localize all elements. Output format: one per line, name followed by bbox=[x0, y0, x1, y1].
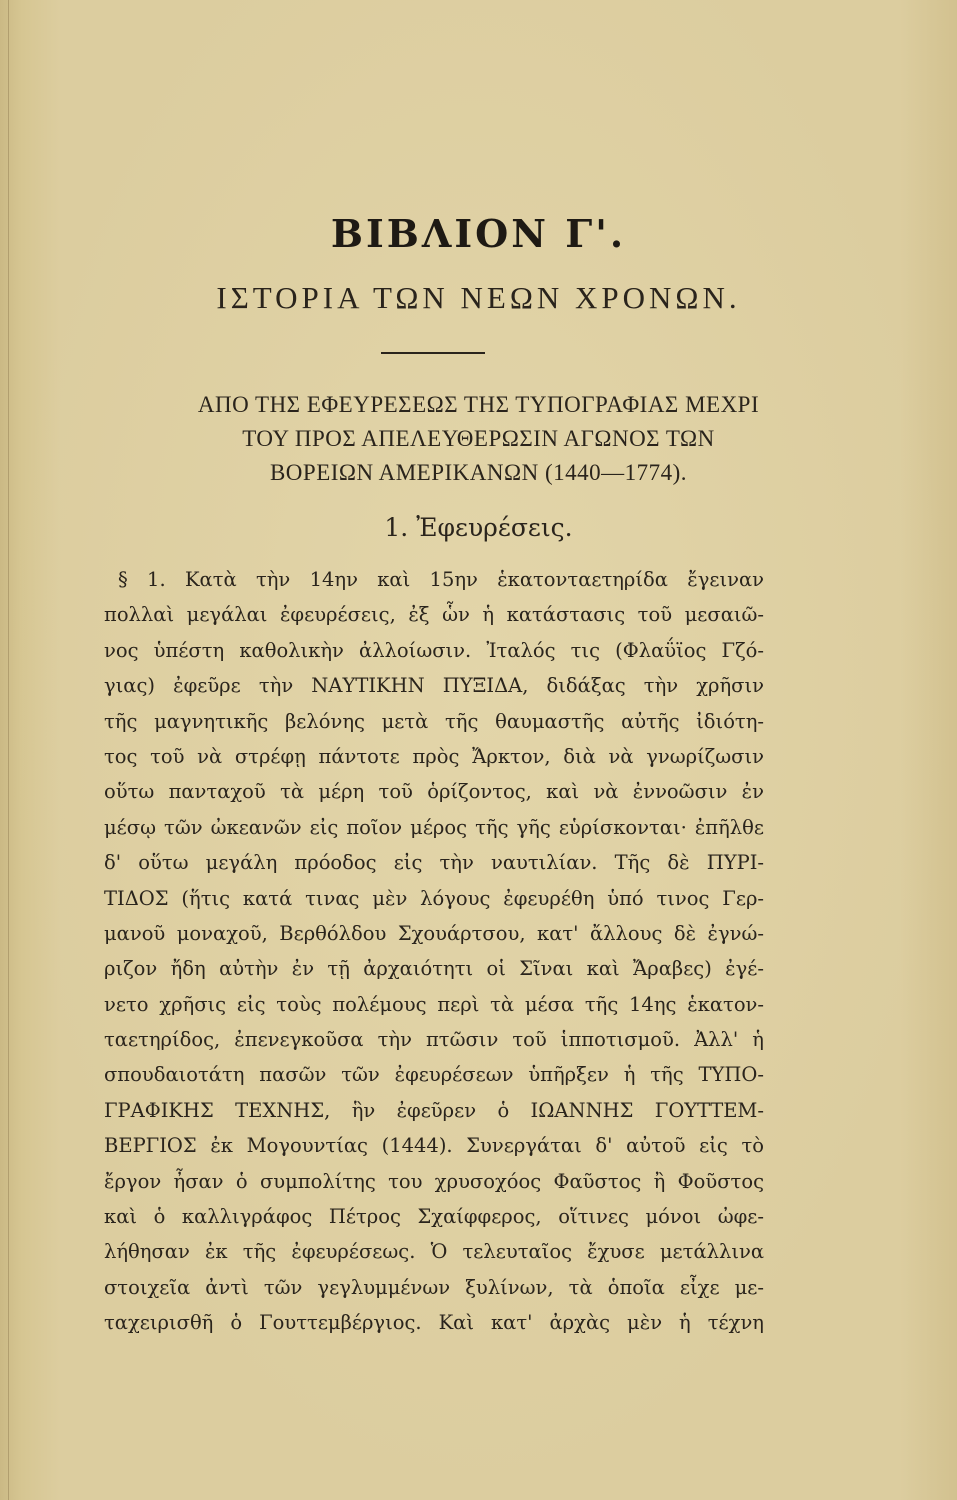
text-line: σπουδαιοτάτη πασῶν τῶν ἐφευρέσεων ὑπῆρξεν ἡ τῆς ΤΥΠΟ- bbox=[104, 1063, 764, 1087]
section-heading: 1. Ἐφευρέσεις. bbox=[384, 513, 573, 542]
text-line: ταετηρίδος, ἐπενεγκοῦσα τὴν πτῶσιν τοῦ ἱπποτισμοῦ. Ἀλλ' ἡ bbox=[104, 1028, 764, 1052]
text-line: νος ὑπέστη καθολικὴν ἀλλοίωσιν. Ἰταλός τις (Φλαΰϊος Γζό- bbox=[104, 638, 764, 662]
text-line: ἔργον ἦσαν ὁ συμπολίτης του χρυσοχόος Φαῦστος ἢ Φοῦστος bbox=[104, 1169, 764, 1193]
text-line: στοιχεῖα ἀντὶ τῶν γεγλυμμένων ξυλίνων, τὰ ὁποῖα εἶχε με- bbox=[104, 1275, 764, 1299]
text-line: τος τοῦ νὰ στρέφῃ πάντοτε πρὸς Ἄρκτον, διὰ νὰ γνωρίζωσιν bbox=[104, 744, 764, 768]
text-line: ταχειρισθῆ ὁ Γουττεμβέργιος. Καὶ κατ' ἀρχὰς μὲν ἡ τέχνη bbox=[104, 1311, 764, 1335]
text-line: ΓΡΑΦΙΚΗΣ ΤΕΧΝΗΣ, ἣν ἐφεῦρεν ὁ ΙΩΑΝΝΗΣ ΓΟΥΤΤΕΜ- bbox=[104, 1098, 764, 1122]
period-heading bbox=[100, 388, 857, 490]
text-line: μέσῳ τῶν ὠκεανῶν εἰς ποῖον μέρος τῆς γῆς εὑρίσκονται· ἐπῆλθε bbox=[104, 815, 764, 839]
text-line: καὶ ὁ καλλιγράφος Πέτρος Σχαίφφερος, οἵτινες μόνοι ὠφε- bbox=[104, 1205, 764, 1229]
text-line: ΒΕΡΓΙΟΣ ἐκ Μογουντίας (1444). Συνεργάται δ' αὐτοῦ εἰς τὸ bbox=[104, 1134, 764, 1158]
text-line: λήθησαν ἐκ τῆς ἐφευρέσεως. Ὁ τελευταῖος ἔχυσε μετάλλινα bbox=[104, 1240, 764, 1264]
body-text bbox=[104, 562, 764, 1341]
text-line: γιας) ἐφεῦρε τὴν ΝΑΥΤΙΚΗΝ ΠΥΞΙΔΑ, διδάξας τὴν χρῆσιν bbox=[104, 674, 764, 698]
book-title: ΒΙΒΛΙΟΝ Γ'. bbox=[330, 211, 627, 256]
text-line: νετο χρῆσις εἰς τοὺς πολέμους περὶ τὰ μέσα τῆς 14ης ἑκατον- bbox=[104, 992, 764, 1016]
period-line: ΤΟΥ ΠΡΟΣ ΑΠΕΛΕΥΘΕΡΩΣΙΝ ΑΓΩΝΟΣ ΤΩΝ bbox=[242, 426, 715, 451]
divider-rule bbox=[381, 352, 485, 354]
text-line: ΤΙΔΟΣ (ἥτις κατά τινας μὲν λόγους ἐφευρέθη ὑπό τινος Γερ- bbox=[104, 886, 764, 910]
text-line: μανοῦ μοναχοῦ, Βερθόλδου Σχουάρτσου, κατ' ἄλλους δὲ ἐγνώ- bbox=[104, 921, 764, 945]
text-line: πολλαὶ μεγάλαι ἐφευρέσεις, ἐξ ὧν ἡ κατάστασις τοῦ μεσαιῶ- bbox=[104, 603, 764, 627]
text-line: ριζον ἤδη αὐτὴν ἐν τῇ ἀρχαιότητι οἱ Σῖναι καὶ Ἄραβες) ἐγέ- bbox=[104, 957, 764, 981]
period-line: ΒΟΡΕΙΩΝ ΑΜΕΡΙΚΑΝΩΝ (1440—1774). bbox=[269, 460, 688, 485]
text-line: τῆς μαγνητικῆς βελόνης μετὰ τῆς θαυμαστῆς αὐτῆς ἰδιότη- bbox=[104, 709, 764, 733]
text-line: οὕτω πανταχοῦ τὰ μέρη τοῦ ὁρίζοντος, καὶ νὰ ἐννοῶσιν ἐν bbox=[104, 780, 764, 804]
period-line: ΑΠΟ ΤΗΣ ΕΦΕΥΡΕΣΕΩΣ ΤΗΣ ΤΥΠΟΓΡΑΦΙΑΣ ΜΕΧΡΙ bbox=[197, 392, 760, 417]
text-line: δ' οὕτω μεγάλη πρόοδος εἰς τὴν ναυτιλίαν. Τῆς δὲ ΠΥΡΙ- bbox=[104, 851, 764, 875]
text-line: § 1. Κατὰ τὴν 14ην καὶ 15ην ἑκατονταετηρίδα ἔγειναν bbox=[118, 568, 764, 591]
book-subtitle: ΙΣΤΟΡΙΑ ΤΩΝ ΝΕΩΝ ΧΡΟΝΩΝ. bbox=[216, 280, 741, 315]
